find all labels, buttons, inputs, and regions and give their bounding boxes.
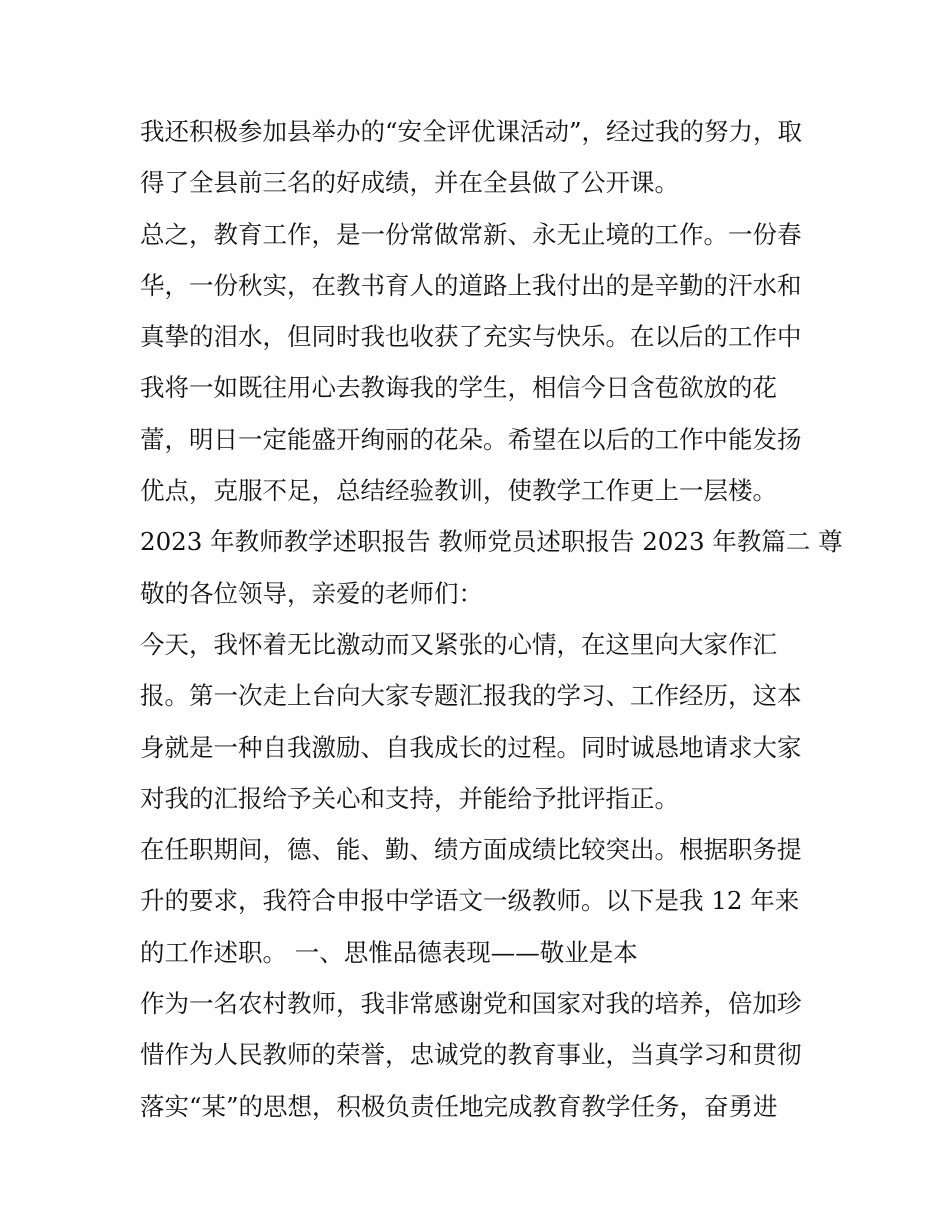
- text-line: 报。第一次走上台向大家专题汇报我的学习、工作经历，这本: [140, 681, 802, 711]
- text-line: 总之，教育工作，是一份常做常新、永无止境的工作。一份春: [140, 219, 802, 249]
- text-line: 真挚的泪水，但同时我也收获了充实与快乐。在以后的工作中: [140, 322, 802, 352]
- text-line: 在任职期间，德、能、勤、绩方面成绩比较突出。根据职务提: [140, 835, 802, 865]
- text-line: 落实“某”的思想，积极负责任地完成教育教学任务，奋勇进: [140, 1091, 778, 1121]
- text-line: 华，一份秋实，在教书育人的道路上我付出的是辛勤的汗水和: [140, 270, 802, 300]
- text-line: 优点，克服不足，总结经验教训，使教学工作更上一层楼。: [140, 476, 777, 506]
- text-line: 惜作为人民教师的荣誉，忠诚党的教育事业，当真学习和贯彻: [140, 1040, 802, 1070]
- text-line: 我将一如既往用心去教诲我的学生，相信今日含苞欲放的花: [140, 373, 777, 403]
- text-line: 2023 年教师教学述职报告 教师党员述职报告 2023 年教篇二 尊: [140, 527, 843, 557]
- text-line: 升的要求，我符合申报中学语文一级教师。以下是我 12 年来: [140, 886, 800, 916]
- text-line: 蕾，明日一定能盛开绚丽的花朵。希望在以后的工作中能发扬: [140, 424, 802, 454]
- document-body: [140, 106, 843, 1132]
- text-line: 作为一名农村教师，我非常感谢党和国家对我的培养，倍加珍: [140, 989, 802, 1019]
- text-line: 今天，我怀着无比激动而又紧张的心情，在这里向大家作汇: [140, 629, 777, 659]
- text-line: 身就是一种自我激励、自我成长的过程。同时诚恳地请求大家: [140, 732, 802, 762]
- text-line: 得了全县前三名的好成绩，并在全县做了公开课。: [140, 168, 679, 198]
- text-line: 对我的汇报给予关心和支持，并能给予批评指正。: [140, 783, 679, 813]
- text-line: 的工作述职。 一、思惟品德表现——敬业是本: [140, 937, 638, 967]
- text-line: 我还积极参加县举办的“安全评优课活动”，经过我的努力，取: [140, 117, 803, 146]
- text-line: 敬的各位领导，亲爱的老师们：: [140, 578, 483, 608]
